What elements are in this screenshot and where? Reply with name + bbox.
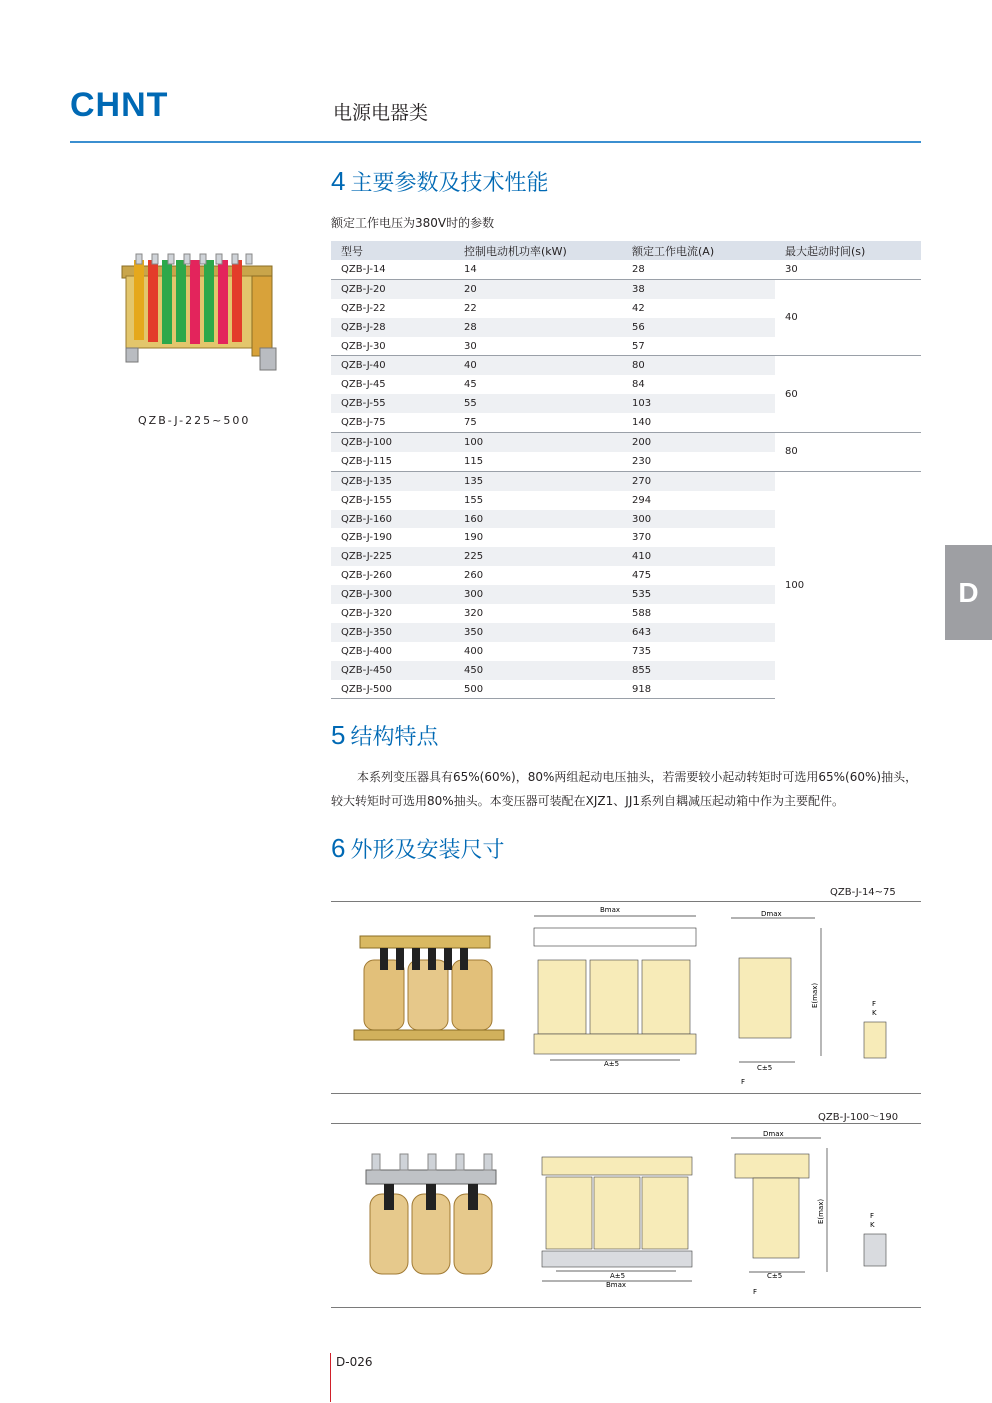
model-cell: QZB-J-30 [341,340,386,352]
current-cell: 410 [622,547,775,566]
current-cell: 140 [632,417,652,429]
header-model: 型号 [331,241,454,260]
drawing-1-front-view [520,900,710,1070]
drawing-2-photo [356,1150,506,1285]
power-cell: 40 [454,356,622,375]
power-cell: 20 [454,279,622,298]
section-tab-d: D [945,545,992,640]
model-cell: QZB-J-300 [331,585,454,604]
section-4-number: 4 [331,166,346,196]
section-5-heading [331,720,438,751]
power-cell: 115 [464,455,484,467]
drawing-1-e: E(max) [811,982,819,1008]
model-cell: QZB-J-350 [331,623,454,642]
start-time-cell: 60 [775,356,921,433]
current-cell: 200 [622,433,775,452]
section-5-number: 5 [331,720,346,750]
power-cell: 14 [464,263,477,275]
power-cell: 135 [454,471,622,490]
drawing-1-c: C±5 [757,1064,773,1072]
current-cell: 230 [632,455,652,467]
power-cell: 22 [464,302,477,314]
drawing-2-k: K [870,1221,875,1229]
drawing-1-side-view [725,908,825,1088]
header-title: 电源电器类 [333,102,429,124]
drawing-2-bmax: Bmax [606,1281,627,1289]
drawing-2-a: A±5 [610,1272,626,1280]
power-cell: 225 [454,547,622,566]
drawing-1-bottom-rule [331,1093,921,1094]
header-rule [70,141,921,143]
power-cell: 55 [454,394,622,413]
power-cell: 75 [464,417,477,429]
current-cell: 300 [622,510,775,529]
model-cell: QZB-J-100 [331,433,454,452]
current-cell: 42 [632,302,645,314]
model-cell: QZB-J-14 [341,263,386,275]
power-cell: 28 [454,318,622,337]
drawing-2-side-view [725,1128,835,1300]
drawing-1-dmax: Dmax [761,910,782,918]
start-time-cell: 100 [775,471,921,699]
parameter-table [331,241,921,699]
model-cell: QZB-J-115 [341,455,393,467]
drawing-1-f-side: F [872,1000,877,1008]
section-4-heading [331,166,548,197]
drawing-2-model: QZB-J-100～190 [818,1112,899,1123]
current-cell: 38 [622,279,775,298]
start-time-cell: 40 [775,279,921,356]
drawing-1-model: QZB-J-14~75 [830,887,896,898]
power-cell: 260 [464,570,484,582]
product-photo-225-500 [112,248,284,373]
current-cell: 918 [622,680,775,699]
current-cell: 56 [622,318,775,337]
model-cell: QZB-J-260 [341,570,393,582]
current-cell: 643 [622,623,775,642]
current-cell: 735 [632,645,652,657]
model-cell: QZB-J-450 [331,661,454,680]
current-cell: 855 [622,661,775,680]
drawing-1-f: F [741,1078,746,1086]
model-cell: QZB-J-20 [331,279,454,298]
model-cell: QZB-J-225 [331,547,454,566]
model-cell: QZB-J-22 [341,302,386,314]
model-cell: QZB-J-75 [341,417,386,429]
power-cell: 100 [454,433,622,452]
current-cell: 535 [622,585,775,604]
power-cell: 400 [464,645,484,657]
current-cell: 28 [632,263,645,275]
section-6-title: 外形及安装尺寸 [350,838,505,863]
model-cell: QZB-J-40 [331,356,454,375]
drawing-2-dmax: Dmax [763,1130,784,1138]
model-cell: QZB-J-190 [341,532,393,544]
power-cell: 300 [454,585,622,604]
power-cell: 155 [464,494,484,506]
drawing-1-bmax: Bmax [600,906,621,914]
power-cell: 190 [464,532,484,544]
section-4-title: 主要参数及技术性能 [350,171,549,196]
power-cell: 350 [454,623,622,642]
header-power: 控制电动机功率(kW) [454,241,622,260]
table-row [331,433,921,452]
section-6-number: 6 [331,833,346,863]
model-cell: QZB-J-400 [341,645,393,657]
current-cell: 103 [622,394,775,413]
section-4-subtitle: 额定工作电压为380V时的参数 [331,216,495,230]
table-row [331,471,921,490]
drawing-1-photo [350,930,510,1050]
current-cell: 370 [632,532,652,544]
drawing-2-c: C±5 [767,1272,783,1280]
table-header-row [331,241,921,260]
model-cell: QZB-J-320 [341,607,393,619]
table-row [331,356,921,375]
drawing-1-mount-detail [860,998,900,1063]
power-cell: 45 [464,379,477,391]
start-time-cell: 80 [775,433,921,472]
table-row [331,260,921,279]
section-6-heading [331,833,504,864]
current-cell: 57 [632,340,645,352]
power-cell: 160 [454,510,622,529]
chnt-logo: CHNT [70,86,169,124]
current-cell: 294 [632,494,652,506]
power-cell: 30 [464,340,477,352]
drawing-2-f-side: F [870,1212,875,1220]
current-cell: 84 [632,379,645,391]
drawing-2-mount-detail [860,1210,900,1270]
power-cell: 320 [464,607,484,619]
start-time-cell: 30 [775,260,921,279]
model-cell: QZB-J-500 [331,680,454,699]
photo-caption: QZB-J-225~500 [138,414,251,427]
drawing-2-e: E(max) [817,1198,825,1224]
current-cell: 80 [622,356,775,375]
drawing-2-front-view [536,1135,706,1295]
power-cell: 450 [454,661,622,680]
power-cell: 500 [454,680,622,699]
model-cell: QZB-J-28 [331,318,454,337]
page-number-bar [330,1353,331,1402]
current-cell: 475 [632,570,652,582]
model-cell: QZB-J-135 [331,471,454,490]
table-row [331,279,921,298]
section-5-title: 结构特点 [350,725,439,750]
drawing-1-k: K [872,1009,877,1017]
section-5-text: 本系列变压器具有65%(60%)，80%两组起动电压抽头，若需要较小起动转矩时可选用65%(60%)抽头，较大转矩时可选用80%抽头。本变压器可装配在XJZ1、JJ1系列自耦减压起动箱中作为主要配件。 [331,770,918,808]
drawing-2-f: F [753,1288,758,1296]
current-cell: 588 [632,607,652,619]
model-cell: QZB-J-160 [331,510,454,529]
drawing-1-a: A±5 [604,1060,620,1068]
model-cell: QZB-J-155 [341,494,393,506]
header-start-time: 最大起动时间(s) [775,241,921,260]
model-cell: QZB-J-45 [341,379,386,391]
drawing-2-bottom-rule [331,1307,921,1308]
current-cell: 270 [622,471,775,490]
model-cell: QZB-J-55 [331,394,454,413]
page-number: D-026 [336,1355,373,1369]
drawing-2-top-rule [331,1123,921,1124]
header-current: 额定工作电流(A) [622,241,775,260]
